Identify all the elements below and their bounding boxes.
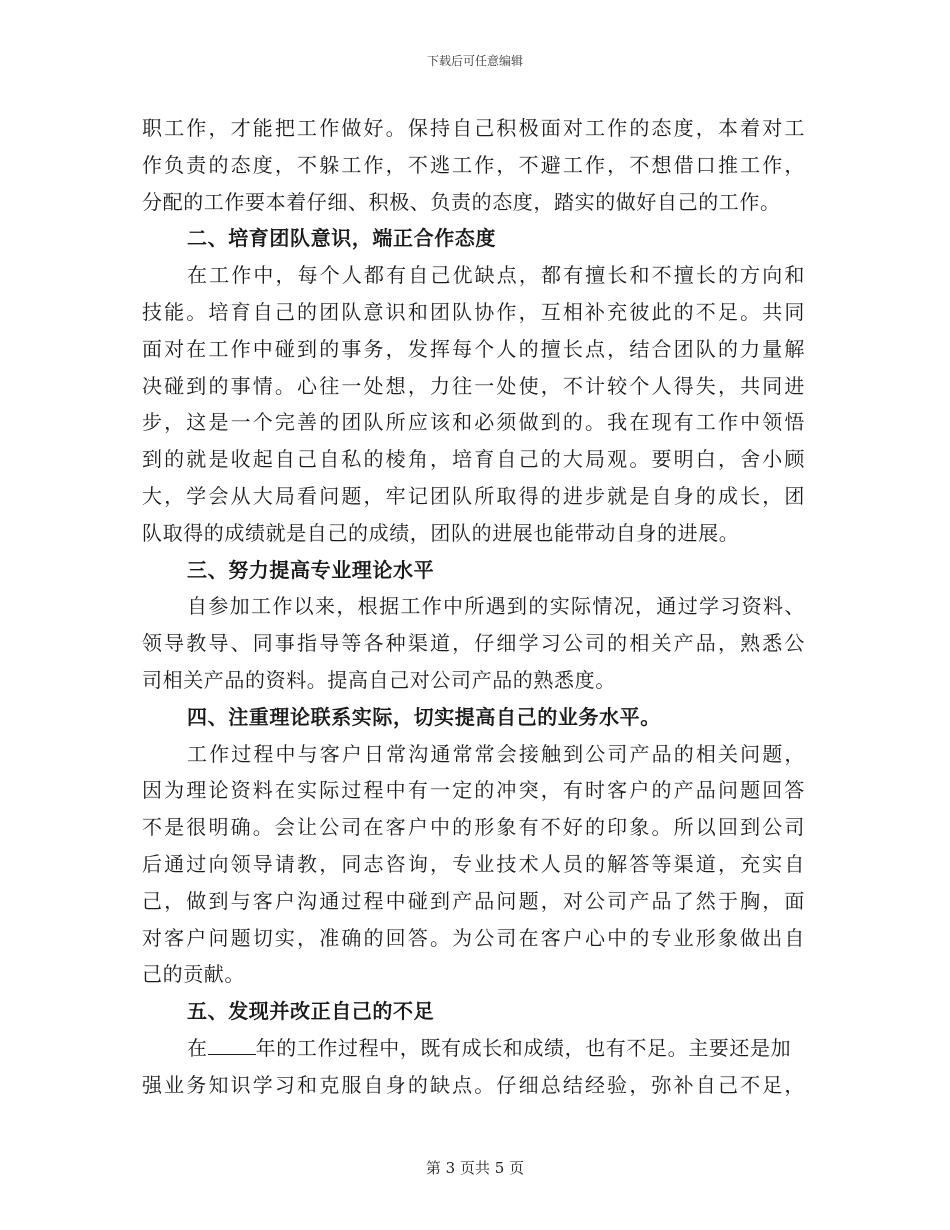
paragraph-line: 自参加工作以来，根据工作中所遇到的实际情况，通过学习资料、 [187, 594, 805, 619]
paragraph-line: 大，学会从大局看问题，牢记团队所取得的进步就是自身的成长，团 [142, 483, 805, 508]
paragraph-line: 司相关产品的资料。提高自己对公司产品的熟悉度。 [142, 667, 616, 692]
paragraph-line: 己的贡献。 [142, 962, 245, 987]
paragraph-line: 在工作中，每个人都有自己优缺点，都有擅长和不擅长的方向和 [187, 263, 805, 288]
page-header: 下载后可任意编辑 [426, 54, 523, 68]
section-heading-3: 三、努力提高专业理论水平 [187, 557, 435, 582]
page-footer: 第 3 页共 5 页 [425, 1159, 525, 1177]
paragraph-line [142, 1030, 805, 1067]
paragraph-line: 面对在工作中碰到的事务，发挥每个人的擅长点，结合团队的力量解 [142, 336, 805, 361]
paragraph-line: 工作过程中与客户日常沟通常常会接触到公司产品的相关问题， [187, 741, 805, 766]
paragraph-line: 不是很明确。会让公司在客户中的形象有不好的印象。所以回到公司 [142, 815, 805, 840]
paragraph-line: 到的就是收起自己自私的棱角，培育自己的大局观。要明白，舍小顾 [142, 447, 805, 472]
paragraph-line: 决碰到的事情。心往一处想，力往一处使，不计较个人得失，共同进 [142, 373, 805, 398]
line-text: 在 [187, 1035, 208, 1060]
paragraph-line: 领导教导、同事指导等各种渠道，仔细学习公司的相关产品，熟悉公 [142, 631, 805, 656]
paragraph-line: 技能。培育自己的团队意识和团队协作，互相补充彼此的不足。共同 [142, 299, 805, 324]
fill-in-blank [208, 1032, 256, 1055]
paragraph-line: 分配的工作要本着仔细、积极、负责的态度，踏实的做好自己的工作。 [142, 189, 781, 214]
line-text: 年的工作过程中，既有成长和成绩，也有不足。主要还是加 [255, 1035, 792, 1060]
paragraph-line: 因为理论资料在实际过程中有一定的冲突，有时客户的产品问题回答 [142, 778, 805, 803]
paragraph-line: 步，这是一个完善的团队所应该和必须做到的。我在现有工作中领悟 [142, 410, 805, 435]
paragraph-line: 作负责的态度，不躲工作，不逃工作，不避工作，不想借口推工作， [142, 152, 805, 177]
document-body [142, 110, 805, 1104]
section-heading-4: 四、注重理论联系实际，切实提高自己的业务水平。 [187, 704, 661, 729]
paragraph-line: 己，做到与客户沟通过程中碰到产品问题，对公司产品了然于胸，面 [142, 888, 805, 913]
paragraph-line: 后通过向领导请教，同志咨询，专业技术人员的解答等渠道，充实自 [142, 851, 805, 876]
section-heading-5: 五、发现并改正自己的不足 [187, 999, 435, 1024]
paragraph-line: 职工作，才能把工作做好。保持自己积极面对工作的态度，本着对工 [142, 116, 805, 140]
section-heading-2: 二、培育团队意识，端正合作态度 [187, 226, 496, 251]
paragraph-line: 对客户问题切实，准确的回答。为公司在客户心中的专业形象做出自 [142, 925, 805, 950]
paragraph-line: 队取得的成绩就是自己的成绩，团队的进展也能带动自身的进展。 [142, 520, 740, 545]
paragraph-line: 强业务知识学习和克服自身的缺点。仔细总结经验，弥补自己不足， [142, 1072, 805, 1097]
